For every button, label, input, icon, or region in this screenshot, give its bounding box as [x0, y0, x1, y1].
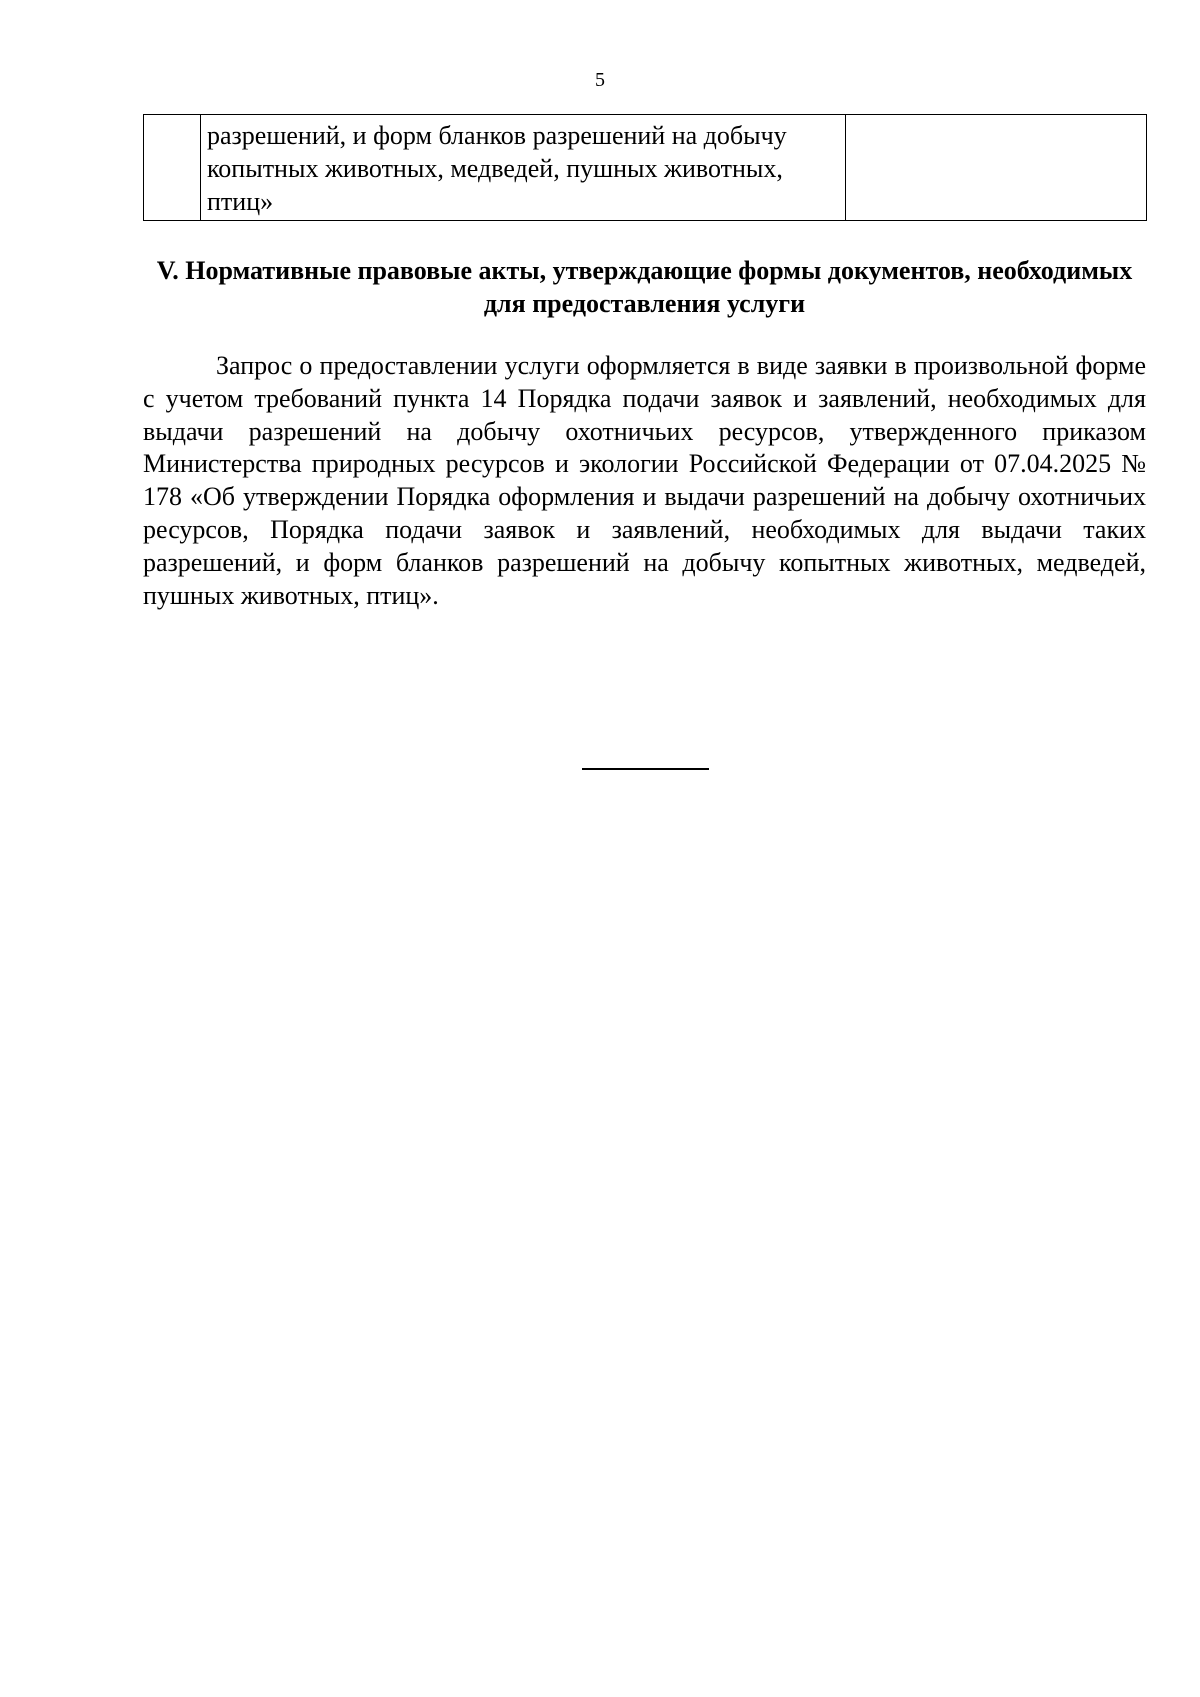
section-heading: V. Нормативные правовые акты, утверждающие формы документов, необходимых для предоставления услуги — [156, 256, 1133, 318]
table-cell-number — [144, 115, 201, 221]
end-of-document-rule — [582, 768, 709, 770]
body-paragraph: Запрос о предоставлении услуги оформляется в виде заявки в произвольной форме с учетом требований пункта 14 Порядка подачи заявок и заявлений, необходимых для выдачи разрешений на добычу охотничьих ресурсов, утвержденного приказом Министерства природных ресурсов и экологии Российской Федерации от 07.04.2025 № 178 «Об утверждении Порядка оформления и выдачи разрешений на добычу охотничьих ресурсов, Порядка подачи заявок и заявлений, необходимых для выдачи таких разрешений, и форм бланков разрешений на добычу копытных животных, медведей, пушных животных, птиц». — [143, 351, 1146, 610]
table-cell-text: разрешений, и форм бланков разрешений на добычу копытных животных, медведей, пушных животных, птиц» — [201, 115, 846, 221]
table-cell-note — [846, 115, 1147, 221]
continuation-table — [143, 114, 1147, 221]
page-number: 5 — [595, 69, 605, 91]
table-row — [144, 115, 1147, 221]
